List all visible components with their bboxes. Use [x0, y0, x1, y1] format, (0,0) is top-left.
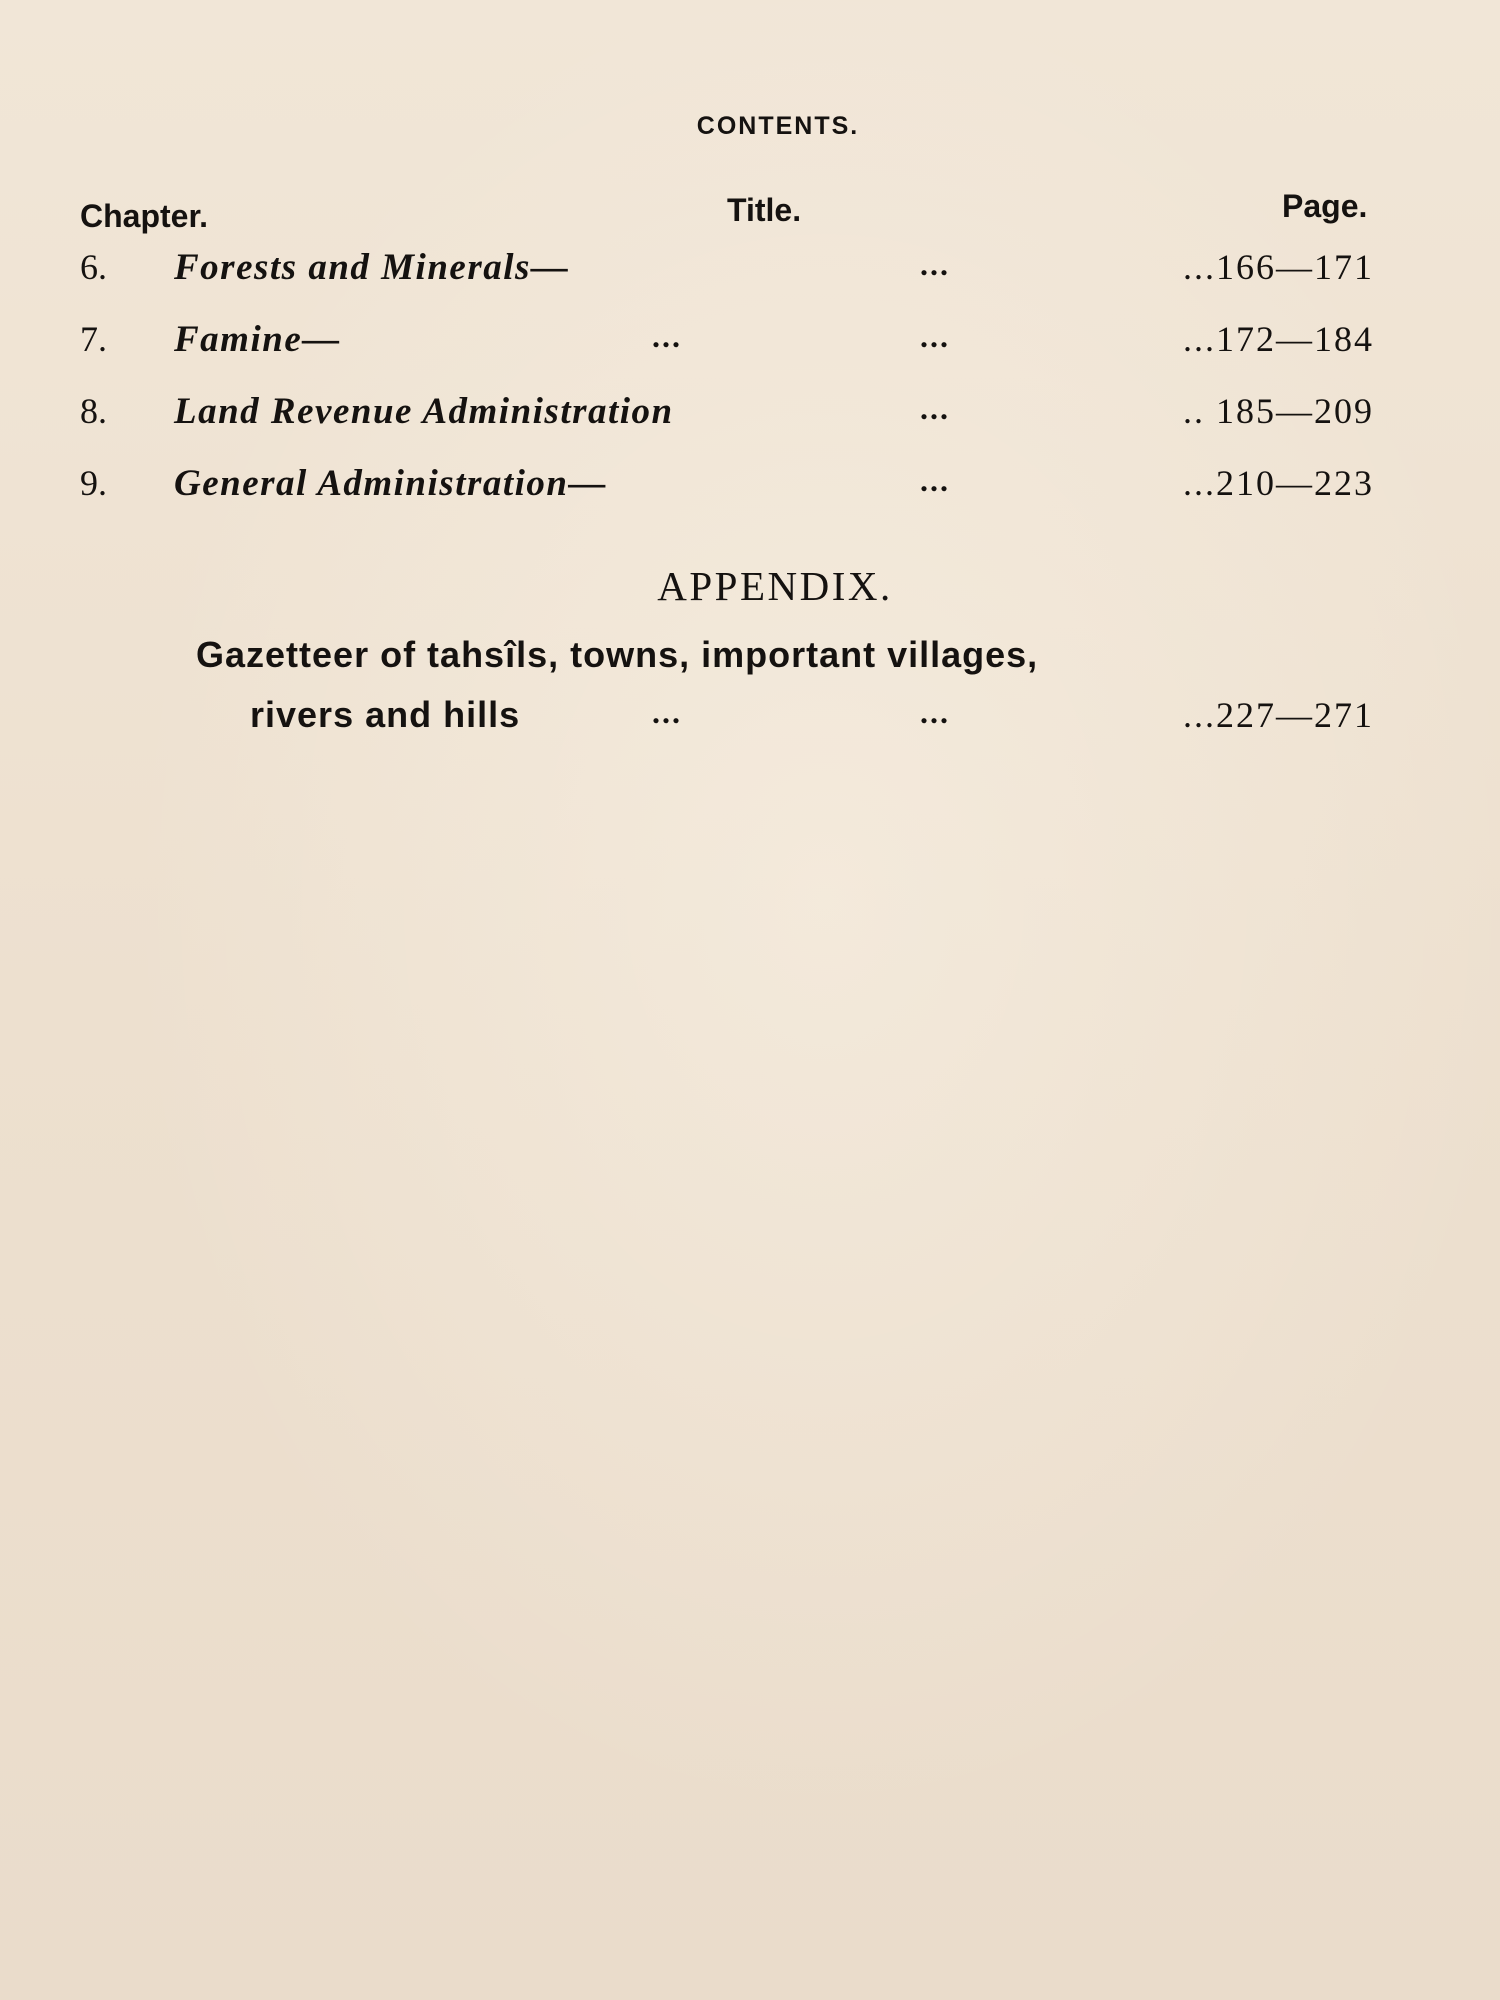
chapter-title: Forests and Minerals— [174, 247, 570, 288]
page-range: ...210—223 [1183, 463, 1374, 503]
toc-row-8 [0, 390, 1500, 446]
leader-dots: ... [920, 390, 950, 426]
appendix-heading: APPENDIX. [657, 563, 893, 609]
leader-dots: ... [920, 462, 950, 498]
appendix-entry-line-1: Gazetteer of tahsîls, towns, important villages, [196, 634, 1039, 675]
leader-dots: ... [920, 694, 950, 730]
leader-dots: ... [920, 246, 950, 282]
page-column-header: Page. [1282, 188, 1368, 224]
chapter-number: 9. [80, 463, 107, 503]
chapter-number: 7. [80, 319, 107, 359]
toc-row-9 [0, 462, 1500, 518]
chapter-title: Famine— [174, 319, 341, 360]
page-range: ...227—271 [1183, 695, 1374, 735]
toc-row-7 [0, 318, 1500, 374]
contents-heading: CONTENTS. [696, 112, 860, 140]
chapter-number: 6. [80, 247, 107, 287]
appendix-entry-text: rivers and hills [250, 694, 521, 735]
page-range: ...166—171 [1183, 247, 1374, 287]
appendix-entry-line-2 [0, 694, 1500, 744]
leader-dots: ... [652, 318, 682, 354]
chapter-number: 8. [80, 391, 107, 431]
leader-dots: ... [652, 694, 682, 730]
page-range: ...172—184 [1183, 319, 1374, 359]
leader-dots: ... [920, 318, 950, 354]
chapter-title: General Administration— [174, 463, 608, 504]
chapter-title: Land Revenue Administration [174, 391, 674, 432]
toc-row-6 [0, 246, 1500, 302]
chapter-column-header: Chapter. [80, 198, 209, 234]
title-column-header: Title. [727, 192, 802, 228]
page-range: .. 185—209 [1183, 391, 1374, 431]
